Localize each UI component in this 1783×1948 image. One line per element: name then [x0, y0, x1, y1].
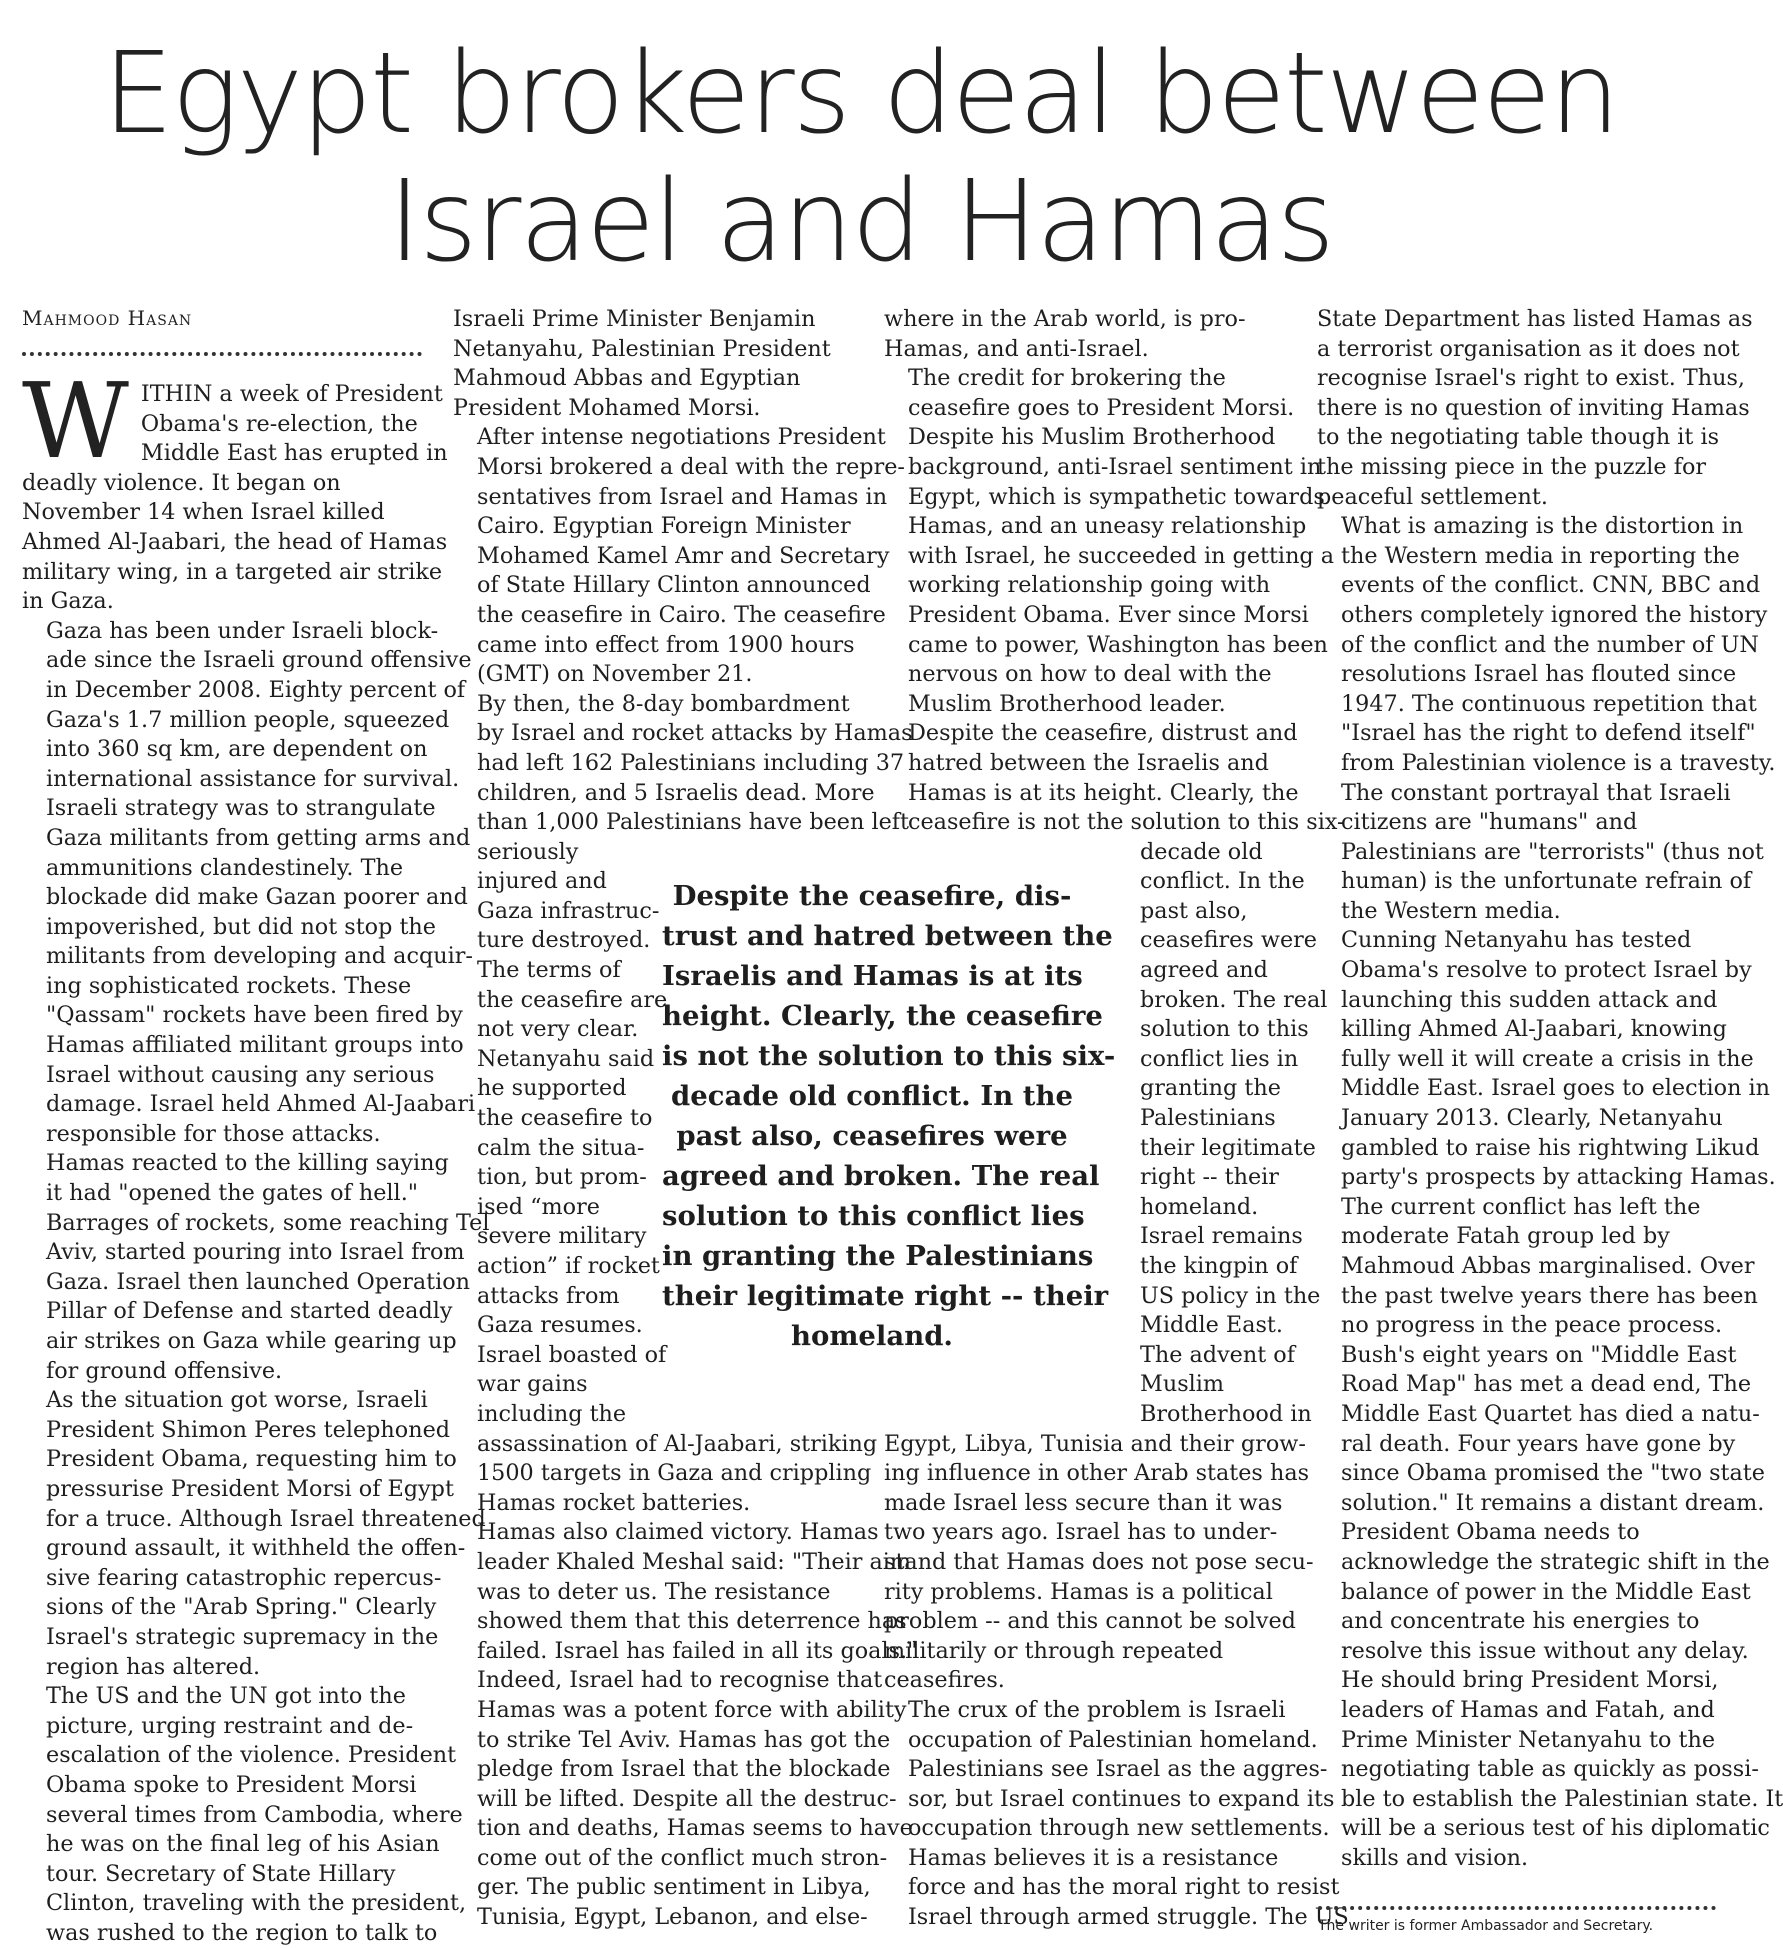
text-line: the ceasefire to [477, 1105, 653, 1132]
text-line: assassination of Al-Jaabari, striking [477, 1430, 878, 1457]
text-line: moderate Fatah group led by [1341, 1223, 1670, 1250]
paragraph [1116, 1222, 1321, 1429]
text-line: showed them that this deterrence has [477, 1608, 907, 1635]
text-line: was to deter us. The resistance [477, 1578, 831, 1605]
text-line: pledge from Israel that the blockade [477, 1756, 891, 1783]
col3-narrow [1116, 838, 1328, 1430]
text-line: Muslim Brotherhood leader. [908, 690, 1226, 717]
text-line: Indeed, Israel had to recognise that [477, 1667, 883, 1694]
pull-quote-line: past also, ceasefires were [676, 1120, 1068, 1152]
column-4 [1317, 305, 1783, 1873]
text-line: Hamas affiliated militant groups into [46, 1032, 464, 1059]
text-line: Netanyahu said [477, 1045, 655, 1072]
text-line: the ceasefire are [477, 986, 668, 1013]
pull-quote-line: in granting the Palestinians [662, 1240, 1094, 1272]
text-line: After intense negotiations President [477, 424, 886, 451]
text-line: The US and the UN got into the [46, 1683, 406, 1710]
text-line: including the [477, 1400, 627, 1427]
paragraph [453, 423, 905, 689]
text-line: two years ago. Israel has to under- [884, 1519, 1278, 1546]
text-line: for a truce. Although Israel threatened [46, 1505, 486, 1532]
text-line: ised “more [477, 1193, 600, 1220]
text-line: in Gaza. [22, 588, 114, 615]
text-line: problem -- and this cannot be solved [884, 1608, 1296, 1635]
col3-top [884, 305, 1304, 364]
text-line: peaceful settlement. [1317, 483, 1548, 510]
text-line: Despite the ceasefire, distrust and [908, 720, 1298, 747]
text-line: ceasefires were [1140, 927, 1318, 954]
text-line: "Israel has the right to defend itself" [1341, 720, 1756, 747]
text-line: made Israel less secure than it was [884, 1489, 1283, 1516]
text-line: to the negotiating table though it is [1317, 424, 1720, 451]
text-line: Mohamed Kamel Amr and Secretary [477, 542, 890, 569]
text-line: President Shimon Peres telephoned [46, 1416, 451, 1443]
text-line: ceasefire is not the solution to this six- [908, 809, 1345, 836]
text-line: ing influence in other Arab states has [884, 1460, 1310, 1487]
paragraph [884, 364, 1335, 719]
paragraph [1317, 512, 1776, 926]
text-line: international assistance for survival. [46, 765, 460, 792]
text-line: since Obama promised the "two state [1341, 1460, 1765, 1487]
text-line: He should bring President Morsi, [1341, 1667, 1719, 1694]
text-line: action” if rocket [477, 1253, 660, 1279]
text-line: Tunisia, Egypt, Lebanon, and else- [477, 1904, 868, 1931]
paragraph [884, 1430, 1314, 1696]
text-line: citizens are "humans" and [1341, 809, 1638, 836]
text-line: sor, but Israel continues to expand its [908, 1785, 1335, 1812]
text-line: What is amazing is the distortion in [1341, 513, 1744, 540]
text-line: militants from developing and acquir- [46, 943, 473, 970]
col2-top [453, 305, 863, 423]
text-line: granting the [1140, 1075, 1281, 1102]
text-line: stand that Hamas does not pose secu- [884, 1548, 1314, 1575]
text-line: Israeli Prime Minister Benjamin [453, 306, 816, 332]
text-line: Hamas is at its height. Clearly, the [908, 779, 1299, 806]
text-line: solution." It remains a distant dream. [1341, 1489, 1765, 1516]
text-line: calm the situa- [477, 1134, 645, 1161]
text-line: Middle East. Israel goes to election in [1341, 1075, 1771, 1102]
writer-note: The writer is former Ambassador and Secretary. [1318, 1918, 1654, 1934]
pull-quote-line: homeland. [791, 1320, 953, 1352]
text-line: "Qassam" rockets have been fired by [46, 1002, 463, 1029]
text-line: he was on the final leg of his Asian [46, 1831, 440, 1858]
paragraph [1317, 1193, 1765, 1519]
paragraph [453, 305, 863, 423]
text-line: recognise Israel's right to exist. Thus, [1317, 365, 1745, 392]
text-line: ceasefires. [884, 1667, 1005, 1694]
paragraph [884, 305, 1304, 364]
text-line: Cunning Netanyahu has tested [1341, 927, 1692, 954]
text-line: their legitimate [1140, 1134, 1316, 1161]
text-line: tour. Secretary of State Hillary [46, 1860, 396, 1887]
text-line: come out of the conflict much stron- [477, 1844, 888, 1871]
text-line: Hamas reacted to the killing saying [46, 1150, 449, 1177]
text-line: impoverished, but did not stop the [46, 913, 436, 940]
text-line: came into effect from 1900 hours [477, 631, 855, 658]
text-line: with Israel, he succeeded in getting a [908, 542, 1335, 569]
text-line: The credit for brokering the [908, 365, 1226, 392]
text-line: Brotherhood in [1140, 1400, 1312, 1427]
paragraph [1317, 1518, 1783, 1873]
text-line: ble to establish the Palestinian state. It [1341, 1785, 1783, 1812]
text-line: working relationship going with [908, 572, 1271, 599]
text-line: of State Hillary Clinton announced [477, 572, 871, 599]
text-line: Cairo. Egyptian Foreign Minister [477, 513, 851, 540]
text-line: Gaza. Israel then launched Operation [46, 1268, 471, 1295]
text-line: ITHIN a week of President [140, 381, 443, 407]
text-line: The current conflict has left the [1341, 1193, 1701, 1220]
text-line: no progress in the peace process. [1341, 1312, 1723, 1339]
text-line: pressurise President Morsi of Egypt [46, 1475, 454, 1502]
headline-line-2: Israel and Hamas [388, 157, 1333, 287]
text-line: the Western media in reporting the [1341, 542, 1740, 569]
text-line: a terrorist organisation as it does not [1317, 335, 1740, 362]
text-line: Israeli strategy was to strangulate [46, 795, 436, 822]
text-line: Muslim [1140, 1371, 1225, 1398]
text-line: agreed and [1140, 957, 1268, 984]
text-line: rity problems. Hamas is a political [884, 1578, 1273, 1605]
byline-dotted-rule [22, 352, 422, 356]
text-line: seriously [477, 838, 579, 865]
text-line: hatred between the Israelis and [908, 749, 1269, 776]
text-line: Gaza resumes. [477, 1312, 643, 1339]
paragraph [22, 1386, 486, 1682]
text-line: Middle East has erupted in [140, 440, 448, 467]
col1-paragraphs [22, 617, 490, 1948]
text-line: balance of power in the Middle East [1341, 1578, 1751, 1605]
text-line: Israel boasted of [477, 1341, 667, 1368]
pull-quote-line: decade old conflict. In the [671, 1080, 1073, 1112]
text-line: January 2013. Clearly, Netanyahu [1341, 1105, 1723, 1132]
text-line: Hamas believes it is a resistance [908, 1844, 1279, 1871]
text-line: The constant portrayal that Israeli [1341, 779, 1731, 806]
paragraph [1317, 926, 1776, 1192]
text-line: ral death. Four years have gone by [1341, 1430, 1736, 1457]
text-line: Morsi brokered a deal with the repre- [477, 453, 905, 480]
paragraph [884, 719, 1345, 837]
text-line: the ceasefire in Cairo. The ceasefire [477, 601, 886, 628]
text-line: severe military [477, 1223, 647, 1250]
text-line: will be a serious test of his diplomatic [1341, 1815, 1770, 1842]
text-line: sentatives from Israel and Hamas in [477, 483, 888, 510]
text-line: Barrages of rockets, some reaching Tel [46, 1209, 490, 1236]
text-line: President Mohamed Morsi. [453, 394, 761, 421]
text-line: launching this sudden attack and [1341, 986, 1718, 1013]
text-line: into 360 sq km, are dependent on [46, 736, 428, 763]
text-line: tion, but prom- [477, 1164, 647, 1191]
text-line: the kingpin of [1140, 1253, 1298, 1279]
headline [0, 30, 1721, 286]
text-line: conflict. In the [1140, 868, 1305, 895]
text-line: will be lifted. Despite all the destruc- [477, 1785, 897, 1812]
text-line: Middle East. [1140, 1312, 1283, 1339]
text-line: Gaza's 1.7 million people, squeezed [46, 706, 450, 733]
text-line: attacks from [477, 1282, 620, 1309]
text-line: right -- their [1140, 1164, 1279, 1191]
text-line: Gaza has been under Israeli block- [46, 617, 439, 644]
text-line: in December 2008. Eighty percent of [46, 676, 466, 703]
text-line: and concentrate his energies to [1341, 1608, 1700, 1635]
text-line: was rushed to the region to talk to [46, 1919, 438, 1946]
text-line: Hamas rocket batteries. [477, 1489, 751, 1516]
text-line: Bush's eight years on "Middle East [1341, 1341, 1737, 1368]
text-line: than 1,000 Palestinians have been left [477, 809, 909, 836]
text-line: leaders of Hamas and Fatah, and [1341, 1696, 1715, 1723]
text-line: ground assault, it withheld the offen- [46, 1535, 466, 1562]
text-line: President Obama needs to [1341, 1519, 1640, 1546]
text-line: Hamas was a potent force with ability [477, 1696, 907, 1723]
text-line: Pillar of Defense and started deadly [46, 1298, 453, 1325]
text-line: (GMT) on November 21. [477, 661, 753, 688]
text-line: war gains [477, 1371, 588, 1398]
pull-quote-line: height. Clearly, the ceasefire [662, 1000, 1103, 1032]
paragraph [1116, 838, 1328, 1223]
text-line: region has altered. [46, 1653, 261, 1680]
text-line: air strikes on Gaza while gearing up [46, 1328, 457, 1354]
text-line: Hamas also claimed victory. Hamas [477, 1519, 879, 1546]
text-line: The terms of [477, 957, 621, 984]
text-line: others completely ignored the history [1341, 601, 1768, 628]
text-line: Hamas, and an uneasy relationship [908, 513, 1307, 540]
pull-quote-line: agreed and broken. The real [662, 1160, 1100, 1192]
text-line: 1500 targets in Gaza and crippling [477, 1460, 872, 1487]
text-line: Obama spoke to President Morsi [46, 1771, 417, 1798]
text-line: had left 162 Palestinians including 37 [477, 749, 905, 776]
text-line: human) is the unfortunate refrain of [1341, 868, 1752, 895]
text-line: Obama's re-election, the [140, 410, 418, 437]
text-line: November 14 when Israel killed [22, 499, 385, 526]
text-line: for ground offensive. [46, 1357, 283, 1384]
text-line: militarily or through repeated [884, 1637, 1224, 1664]
text-line: solution to this [1140, 1016, 1309, 1043]
col4-paragraphs [1317, 512, 1783, 1873]
text-line: the Western media. [1341, 897, 1561, 924]
text-line: Palestinians [1140, 1105, 1276, 1132]
text-line: tion and deaths, Hamas seems to have [477, 1815, 913, 1842]
text-line: Israel remains [1140, 1223, 1303, 1250]
col3-paragraphs [884, 364, 1345, 838]
text-line: events of the conflict. CNN, BBC and [1341, 572, 1761, 599]
pull-quote-line: solution to this conflict lies [662, 1200, 1085, 1232]
byline: Mahmood Hasan [22, 306, 193, 330]
text-line: sive fearing catastrophic repercus- [46, 1564, 442, 1591]
text-line: Israel without causing any serious [46, 1061, 435, 1088]
paragraph [884, 1696, 1335, 1844]
text-line: leader Khaled Meshal said: "Their aim [477, 1548, 912, 1575]
pull-quote-line: Israelis and Hamas is at its [662, 960, 1083, 992]
text-line: injured and [477, 868, 607, 895]
text-line: ammunitions clandestinely. The [46, 854, 404, 881]
text-line: Gaza infrastruc- [477, 897, 660, 924]
text-line: Palestinians see Israel as the aggres- [908, 1756, 1328, 1783]
text-line: gambled to raise his rightwing Likud [1341, 1134, 1760, 1161]
text-line: ture destroyed. [477, 927, 651, 954]
text-line: Mahmoud Abbas marginalised. Over [1341, 1253, 1755, 1279]
paragraph [1317, 305, 1753, 512]
text-line: deadly violence. It began on [22, 469, 341, 496]
text-line: Middle East Quartet has died a natu- [1341, 1400, 1760, 1427]
drop-cap: W [22, 360, 129, 482]
text-line: not very clear. [477, 1016, 639, 1043]
text-line: from Palestinian violence is a travesty. [1341, 749, 1776, 776]
text-line: to strike Tel Aviv. Hamas has got the [477, 1726, 891, 1753]
text-line: US policy in the [1140, 1282, 1321, 1309]
col3-after [884, 1430, 1314, 1696]
text-line: fully well it will create a crisis in the [1341, 1045, 1754, 1072]
text-line: acknowledge the strategic shift in the [1341, 1548, 1770, 1575]
text-line: By then, the 8-day bombardment [477, 690, 850, 717]
text-line: came to power, Washington has been [908, 631, 1328, 658]
paragraph [22, 1149, 490, 1386]
text-line: homeland. [1140, 1193, 1259, 1220]
text-line: skills and vision. [1341, 1844, 1529, 1871]
text-line: past also, [1140, 897, 1248, 924]
footer-dotted-rule [1318, 1906, 1716, 1910]
text-line: picture, urging restraint and de- [46, 1712, 414, 1739]
text-line: by Israel and rocket attacks by Hamas [477, 720, 913, 747]
text-line: he supported [477, 1075, 627, 1102]
col3-paragraphs-2 [884, 1696, 1349, 1933]
text-line: The crux of the problem is Israeli [908, 1696, 1286, 1723]
text-line: the past twelve years there has been [1341, 1282, 1758, 1309]
text-line: Obama's resolve to protect Israel by [1341, 957, 1752, 984]
text-line: Ahmed Al-Jaabari, the head of Hamas [22, 528, 448, 555]
paragraph [22, 617, 472, 795]
text-line: Clinton, traveling with the president, [46, 1890, 467, 1917]
text-line: Road Map" has met a dead end, The [1341, 1371, 1752, 1398]
text-line: Egypt, Libya, Tunisia and their grow- [884, 1430, 1306, 1457]
text-line: children, and 5 Israelis dead. More [477, 779, 875, 806]
text-line: damage. Israel held Ahmed Al-Jaabari [46, 1091, 476, 1118]
text-line: broken. The real [1140, 986, 1328, 1013]
text-line: sions of the "Arab Spring." Clearly [46, 1594, 437, 1621]
text-line: ceasefire goes to President Morsi. [908, 394, 1295, 421]
paragraph [22, 794, 476, 1149]
text-line: where in the Arab world, is pro- [884, 306, 1246, 332]
text-line: killing Ahmed Al-Jaabari, knowing [1341, 1016, 1727, 1043]
text-line: Prime Minister Netanyahu to the [1341, 1726, 1716, 1753]
text-line: ing sophisticated rockets. These [46, 972, 412, 999]
text-line: Israel through armed struggle. The US [908, 1904, 1349, 1931]
text-line: Aviv, started pouring into Israel from [46, 1239, 465, 1266]
text-line: there is no question of inviting Hamas [1317, 394, 1750, 421]
text-line: President Obama, requesting him to [46, 1446, 457, 1473]
text-line: force and has the moral right to resist [908, 1874, 1340, 1901]
pull-quote-line: their legitimate right -- their [662, 1280, 1109, 1312]
text-line: escalation of the violence. President [46, 1742, 457, 1769]
text-line: conflict lies in [1140, 1045, 1299, 1072]
text-line: party's prospects by attacking Hamas. [1341, 1164, 1776, 1191]
paragraph [22, 1682, 467, 1948]
paragraph [453, 1518, 918, 1932]
text-line: ade since the Israeli ground offensive [46, 647, 472, 674]
text-line: negotiating table as quickly as possi- [1341, 1756, 1759, 1783]
text-line: resolutions Israel has flouted since [1341, 661, 1737, 688]
text-line: Hamas, and anti-Israel. [884, 335, 1149, 362]
text-line: Netanyahu, Palestinian President [453, 335, 831, 362]
text-line: Egypt, which is sympathetic towards [908, 483, 1325, 510]
text-line: decade old [1140, 838, 1263, 865]
headline-line-1: Egypt brokers deal between [102, 29, 1619, 159]
text-line: it had "opened the gates of hell." [46, 1180, 419, 1207]
text-line: occupation of Palestinian homeland. [908, 1726, 1318, 1753]
text-line: ger. The public sentiment in Libya, [477, 1874, 871, 1901]
text-line: background, anti-Israel sentiment in [908, 453, 1322, 480]
text-line: occupation through new settlements. [908, 1815, 1330, 1842]
text-line: resolve this issue without any delay. [1341, 1637, 1749, 1664]
pull-quote-line: is not the solution to this six- [662, 1040, 1116, 1072]
text-line: Gaza militants from getting arms and [46, 824, 471, 851]
text-line: Palestinians are "terrorists" (thus not [1341, 838, 1764, 865]
text-line: 1947. The continuous repetition that [1341, 690, 1757, 717]
text-line: State Department has listed Hamas as [1317, 306, 1753, 332]
text-line: Mahmoud Abbas and Egyptian [453, 365, 801, 392]
column-1 [22, 360, 490, 1948]
text-line: responsible for those attacks. [46, 1120, 381, 1147]
pull-quote [662, 876, 1116, 1356]
text-line: nervous on how to deal with the [908, 661, 1272, 688]
text-line: The advent of [1140, 1341, 1295, 1368]
text-line: military wing, in a targeted air strike [22, 558, 443, 585]
paragraph [884, 1844, 1349, 1933]
text-line: Despite his Muslim Brotherhood [908, 424, 1276, 451]
text-line: blockade did make Gazan poorer and [46, 884, 468, 911]
col4-top [1317, 305, 1753, 512]
text-line: As the situation got worse, Israeli [46, 1387, 428, 1414]
text-line: of the conflict and the number of UN [1341, 631, 1759, 658]
text-line: Israel's strategic supremacy in the [46, 1623, 439, 1650]
text-line: President Obama. Ever since Morsi [908, 601, 1309, 628]
pull-quote-line: trust and hatred between the [662, 920, 1113, 952]
text-line: the missing piece in the puzzle for [1317, 453, 1707, 480]
text-line: several times from Cambodia, where [46, 1801, 463, 1828]
text-line: failed. Israel has failed in all its goals." [477, 1637, 918, 1664]
pull-quote-line: Despite the ceasefire, dis- [672, 880, 1072, 912]
